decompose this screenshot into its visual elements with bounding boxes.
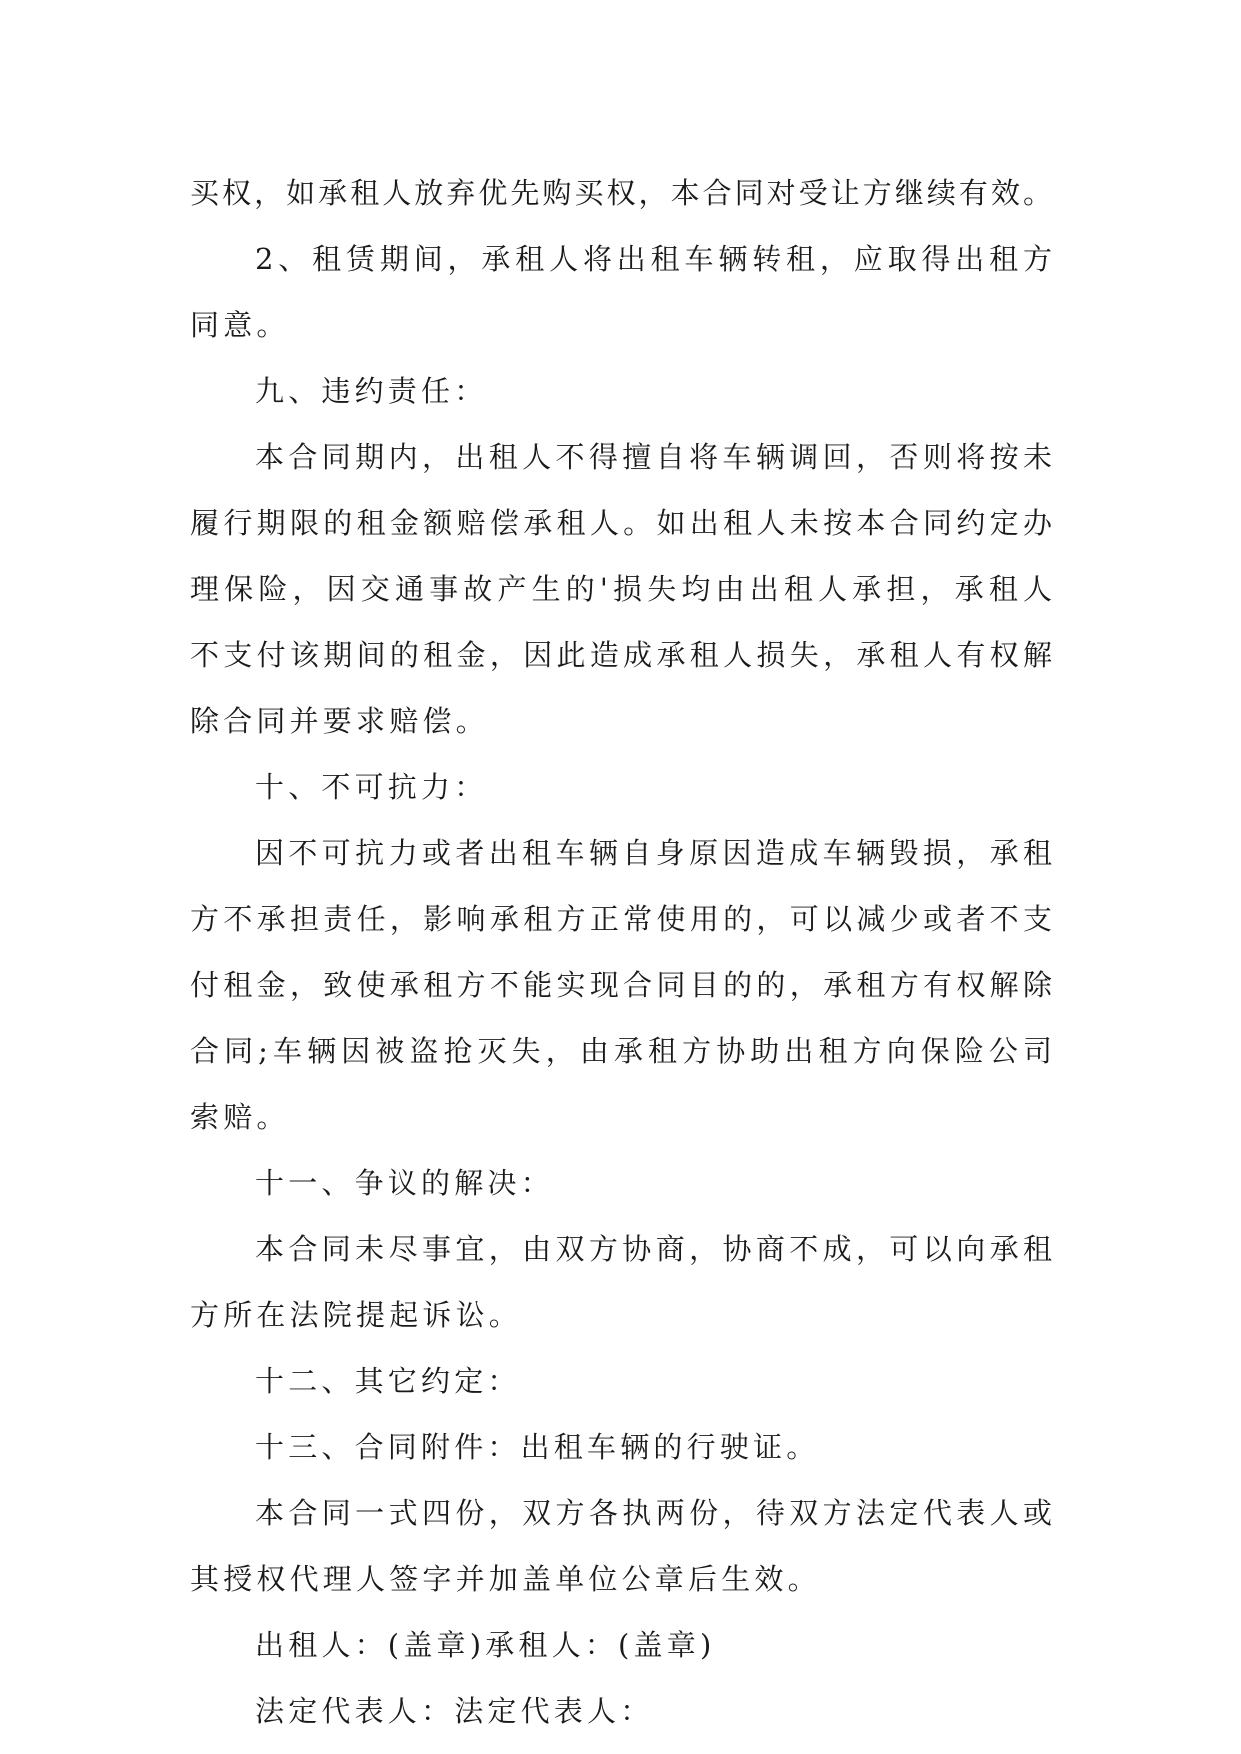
text-line: 理保险，因交通事故产生的'损失均由出租人承担，承租人 (190, 572, 1052, 606)
text-line: 买权，如承租人放弃优先购买权，本合同对受让方继续有效。 (190, 176, 1052, 210)
text-line: 其授权代理人签字并加盖单位公章后生效。 (190, 1562, 821, 1596)
text-line: 方不承担责任，影响承租方正常使用的，可以减少或者不支 (190, 902, 1052, 936)
document-body (190, 160, 1052, 1744)
text-line: 付租金，致使承租方不能实现合同目的的，承租方有权解除 (190, 968, 1052, 1002)
signature-line-lessor-lessee: 出租人：(盖章)承租人：(盖章) (255, 1628, 716, 1662)
text-line: 除合同并要求赔偿。 (190, 704, 489, 738)
text-line: 本合同未尽事宜，由双方协商，协商不成，可以向承租 (255, 1232, 1052, 1266)
text-line: 索赔。 (190, 1100, 290, 1134)
text-line: 本合同期内，出租人不得擅自将车辆调回，否则将按未 (255, 440, 1052, 474)
section-heading: 十、不可抗力： (255, 770, 488, 804)
text-line: 因不可抗力或者出租车辆自身原因造成车辆毁损，承租 (255, 836, 1052, 870)
text-line: 同意。 (190, 308, 290, 342)
section-heading: 十三、合同附件：出租车辆的行驶证。 (255, 1430, 820, 1464)
section-heading: 十二、其它约定： (255, 1364, 521, 1398)
text-line: 不支付该期间的租金，因此造成承租人损失，承租人有权解 (190, 638, 1052, 672)
signature-line-legal-representative: 法定代表人：法定代表人： (255, 1694, 654, 1728)
section-heading: 十一、争议的解决： (255, 1166, 554, 1200)
text-line: 方所在法院提起诉讼。 (190, 1298, 523, 1332)
text-line: 本合同一式四份，双方各执两份，待双方法定代表人或 (255, 1496, 1052, 1530)
section-heading: 九、违约责任： (255, 374, 488, 408)
text-line: 2、租赁期间，承租人将出租车辆转租，应取得出租方 (255, 242, 1052, 276)
text-line: 履行期限的租金额赔偿承租人。如出租人未按本合同约定办 (190, 506, 1052, 540)
text-line: 合同;车辆因被盗抢灭失，由承租方协助出租方向保险公司 (190, 1034, 1052, 1068)
